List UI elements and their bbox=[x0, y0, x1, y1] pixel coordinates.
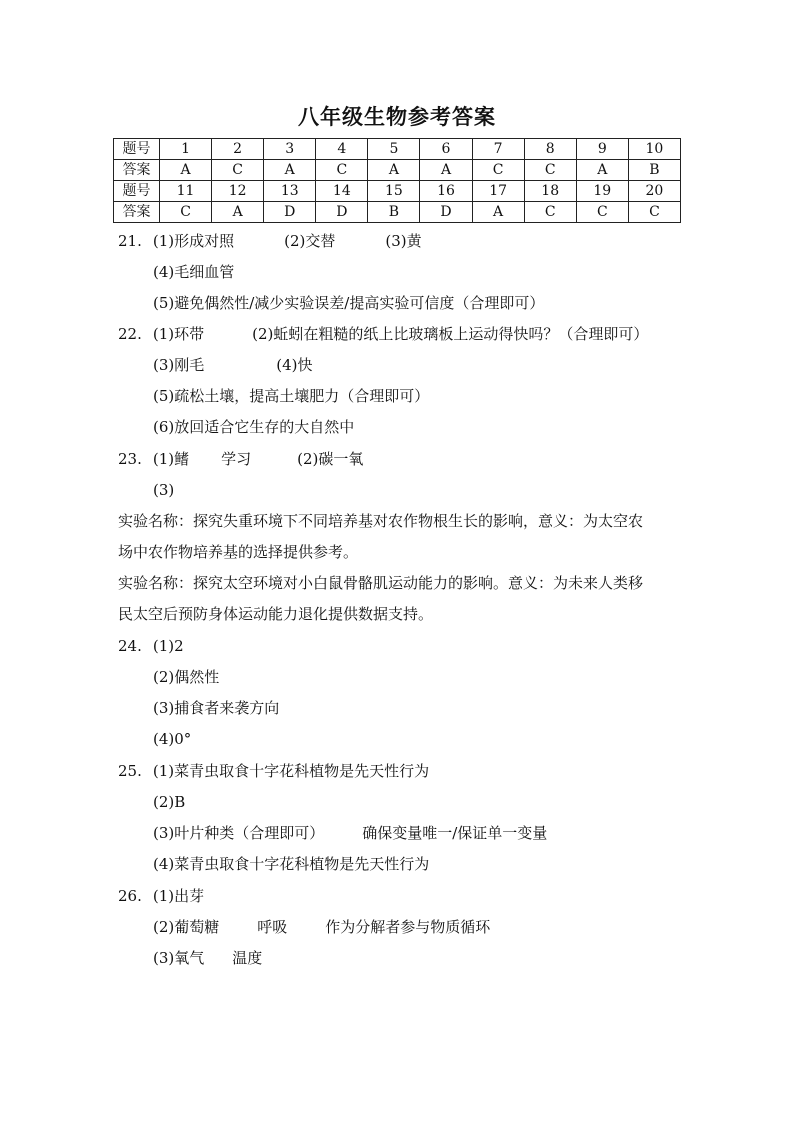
table-row bbox=[114, 139, 681, 160]
table-cell: 19 bbox=[576, 181, 628, 202]
answer: (1)2 bbox=[152, 637, 184, 655]
table-cell: 9 bbox=[576, 139, 628, 160]
table-cell: B bbox=[368, 202, 420, 223]
table-cell: 20 bbox=[628, 181, 680, 202]
table-cell: C bbox=[524, 202, 576, 223]
q23-line-2 bbox=[153, 480, 174, 500]
table-cell: A bbox=[264, 160, 316, 181]
q23-line-1 bbox=[118, 449, 363, 469]
table-cell: 12 bbox=[212, 181, 264, 202]
q25-line-1 bbox=[118, 761, 429, 781]
table-cell: A bbox=[420, 160, 472, 181]
table-cell: A bbox=[160, 160, 212, 181]
question-number: 26. bbox=[118, 887, 142, 905]
q25-line-3 bbox=[153, 823, 547, 843]
table-cell: C bbox=[524, 160, 576, 181]
answer: (2)交替 bbox=[284, 232, 336, 250]
answer: (3)捕食者来袭方向 bbox=[153, 699, 280, 717]
question-number: 22. bbox=[118, 325, 142, 343]
answer: (3) bbox=[153, 481, 175, 499]
answer: (6)放回适合它生存的大自然中 bbox=[153, 418, 355, 436]
q22-line-2 bbox=[153, 355, 313, 375]
answer: (2)葡萄糖 bbox=[153, 918, 220, 936]
q23-paragraph-2a: 实验名称：探究太空环境对小白鼠骨骼肌运动能力的影响。意义：为未来人类移 bbox=[118, 574, 644, 592]
table-cell: D bbox=[264, 202, 316, 223]
table-cell: C bbox=[160, 202, 212, 223]
table-cell: C bbox=[212, 160, 264, 181]
q24-line-3 bbox=[153, 698, 279, 718]
answer: (3)刚毛 bbox=[153, 356, 205, 374]
question-number: 21. bbox=[118, 232, 142, 250]
table-row bbox=[114, 181, 681, 202]
question-number: 25. bbox=[118, 762, 142, 780]
answer: (5)避免偶然性/减少实验误差/提高实验可信度（合理即可） bbox=[153, 294, 545, 312]
table-cell: B bbox=[628, 160, 680, 181]
table-cell: 3 bbox=[264, 139, 316, 160]
row-label: 题号 bbox=[114, 139, 160, 160]
answer-table bbox=[113, 138, 681, 223]
answer: 学习 bbox=[221, 450, 252, 468]
table-cell: C bbox=[316, 160, 368, 181]
table-cell: 1 bbox=[160, 139, 212, 160]
answer: 确保变量唯一/保证单一变量 bbox=[362, 824, 548, 842]
answer: (2)碳一氧 bbox=[297, 450, 364, 468]
q22-line-3 bbox=[153, 386, 429, 406]
table-cell: 15 bbox=[368, 181, 420, 202]
table-cell: 5 bbox=[368, 139, 420, 160]
table-cell: 14 bbox=[316, 181, 368, 202]
answer: (1)鳍 bbox=[152, 450, 190, 468]
table-cell: C bbox=[576, 202, 628, 223]
q21-line-1 bbox=[118, 231, 422, 251]
answer: (4)菜青虫取食十字花科植物是先天性行为 bbox=[153, 855, 430, 873]
table-cell: A bbox=[576, 160, 628, 181]
table-cell: 8 bbox=[524, 139, 576, 160]
q24-line-2 bbox=[153, 667, 219, 687]
q21-line-3 bbox=[153, 293, 544, 313]
q21-line-2 bbox=[153, 262, 234, 282]
table-cell: 7 bbox=[472, 139, 524, 160]
answer: (1)出芽 bbox=[152, 887, 205, 905]
answer: (4)快 bbox=[276, 356, 313, 374]
table-cell: A bbox=[472, 202, 524, 223]
table-cell: 2 bbox=[212, 139, 264, 160]
table-cell: D bbox=[420, 202, 472, 223]
table-row bbox=[114, 160, 681, 181]
table-cell: 17 bbox=[472, 181, 524, 202]
table-row bbox=[114, 202, 681, 223]
answer: (3)黄 bbox=[385, 232, 422, 250]
table-cell: 4 bbox=[316, 139, 368, 160]
answer: (1)菜青虫取食十字花科植物是先天性行为 bbox=[152, 762, 430, 780]
table-cell: D bbox=[316, 202, 368, 223]
answer: 呼吸 bbox=[257, 918, 288, 936]
row-label: 答案 bbox=[114, 202, 160, 223]
answer: (3)叶片种类（合理即可） bbox=[153, 824, 325, 842]
answer: (3)氧气 bbox=[153, 949, 205, 967]
answer: 作为分解者参与物质循环 bbox=[325, 918, 491, 936]
row-label: 题号 bbox=[114, 181, 160, 202]
q22-line-4 bbox=[153, 417, 354, 437]
table-cell: 13 bbox=[264, 181, 316, 202]
answer: (5)疏松土壤，提高土壤肥力（合理即可） bbox=[153, 387, 430, 405]
answer: (1)形成对照 bbox=[152, 232, 235, 250]
q24-line-1 bbox=[118, 636, 184, 656]
q26-line-1 bbox=[118, 886, 204, 906]
answer: (2)蚯蚓在粗糙的纸上比玻璃板上运动得快吗？（合理即可） bbox=[252, 325, 649, 343]
table-cell: 6 bbox=[420, 139, 472, 160]
question-number: 24. bbox=[118, 637, 142, 655]
question-number: 23. bbox=[118, 450, 142, 468]
table-cell: A bbox=[212, 202, 264, 223]
q23-paragraph-2b: 民太空后预防身体运动能力退化提供数据支持。 bbox=[118, 605, 434, 623]
answer: (4)0° bbox=[153, 730, 192, 748]
q23-paragraph-1b: 场中农作物培养基的选择提供参考。 bbox=[118, 543, 359, 561]
answer: (2)B bbox=[153, 793, 186, 811]
table-cell: 11 bbox=[160, 181, 212, 202]
answer: 温度 bbox=[232, 949, 263, 967]
answer: (2)偶然性 bbox=[153, 668, 220, 686]
table-cell: 18 bbox=[524, 181, 576, 202]
q23-paragraph-1a: 实验名称：探究失重环境下不同培养基对农作物根生长的影响，意义：为太空农 bbox=[118, 512, 644, 530]
table-cell: 16 bbox=[420, 181, 472, 202]
answer: (1)环带 bbox=[152, 325, 205, 343]
page-title: 八年级生物参考答案 bbox=[298, 104, 496, 129]
table-cell: 10 bbox=[628, 139, 680, 160]
answer: (4)毛细血管 bbox=[153, 263, 235, 281]
q26-line-2 bbox=[153, 917, 490, 937]
row-label: 答案 bbox=[114, 160, 160, 181]
q25-line-4 bbox=[153, 854, 429, 874]
table-cell: A bbox=[368, 160, 420, 181]
q25-line-2 bbox=[153, 792, 185, 812]
table-cell: C bbox=[628, 202, 680, 223]
q26-line-3 bbox=[153, 948, 262, 968]
q22-line-1 bbox=[118, 324, 648, 344]
table-cell: C bbox=[472, 160, 524, 181]
q24-line-4 bbox=[153, 729, 191, 749]
